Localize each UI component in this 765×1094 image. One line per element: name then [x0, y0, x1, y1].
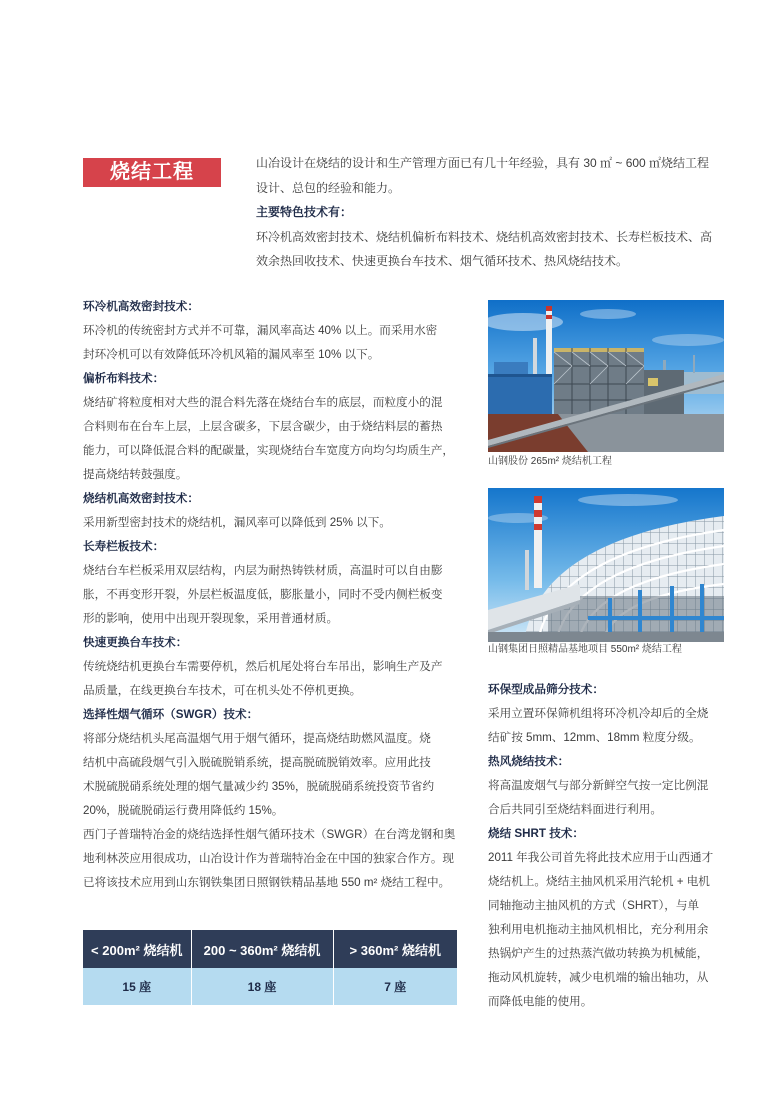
section-heading: 选择性烟气循环（SWGR）技术：	[83, 708, 259, 721]
sintering-machine-count-table	[83, 930, 457, 1005]
table-row	[83, 968, 457, 1005]
body-text-line: 将高温废烟气与部分新鲜空气按一定比例混	[488, 779, 709, 792]
body-text-line: 结矿按 5mm、12mm、18mm 粒度分级。	[488, 731, 701, 744]
body-text-line: 环冷机的传统密封方式并不可靠，漏风率高达 40% 以上。而采用水密	[83, 324, 438, 337]
body-text-line: 能力，可以降低混合料的配碳量，实现烧结台车宽度方向均匀均质生产，	[83, 444, 455, 457]
body-text-line: 术脱硫脱硝系统处理的烟气量减少约 35%，脱硫脱硝系统投资节省约	[83, 780, 435, 793]
feature-list-line: 效余热回收技术、快速更换台车技术、烟气循环技术、热风烧结技术。	[256, 254, 629, 268]
body-text-line: 形的影响，使用中出现开裂现象，采用普通材质。	[83, 612, 339, 625]
feature-list-line: 环冷机高效密封技术、烧结机偏析布料技术、烧结机高效密封技术、长寿栏板技术、高	[256, 229, 713, 244]
intro-text-line: 设计、总包的经验和能力。	[256, 180, 401, 195]
body-text-line: 拖动风机旋转，减少电机端的输出轴功，从	[488, 971, 709, 984]
body-text-line: 西门子普瑞特冶金的烧结选择性烟气循环技术（SWGR）在台湾龙钢和奥	[83, 828, 456, 841]
body-text-line: 同轴拖动主抽风机的方式（SHRT），与单	[488, 899, 700, 912]
body-text-line: 热锅炉产生的过热蒸汽做功转换为机械能，	[488, 947, 709, 960]
intro-text-line: 山冶设计在烧结的设计和生产管理方面已有几十年经验，具有 30 ㎡ ~ 600 ㎡烧结工程	[256, 156, 710, 170]
sintering-plant-photo-2	[488, 488, 724, 642]
feature-heading: 主要特色技术有：	[256, 205, 353, 219]
body-text-line: 合料则布在台车上层，上层含碳多，下层含碳少，由于烧结料层的蓄热	[83, 420, 443, 433]
section-heading: 快速更换台车技术：	[83, 636, 188, 649]
body-text-line: 采用立置环保筛机组将环冷机冷却后的全烧	[488, 707, 709, 720]
tech-section	[83, 295, 459, 367]
body-text-line: 品质量，在线更换台车技术，可在机头处不停机更换。	[83, 684, 362, 697]
body-text-line: 地利林茨应用很成功，山冶设计作为普瑞特冶金在中国的独家合作方。现	[83, 852, 455, 865]
body-text-line: 独利用电机拖动主抽风机相比，充分利用余	[488, 923, 709, 936]
photo-caption: 山钢股份 265m² 烧结机工程	[488, 456, 612, 467]
body-text-line: 传统烧结机更换台车需要停机，然后机尾处将台车吊出，影响生产及产	[83, 660, 443, 673]
tech-section	[488, 822, 728, 1014]
section-heading: 环冷机高效密封技术：	[83, 300, 199, 313]
right-text-column	[488, 678, 728, 1014]
body-text-line: 合后共同引至烧结料面进行利用。	[488, 803, 662, 816]
table-header-row	[83, 930, 457, 968]
body-text-line: 烧结台车栏板采用双层结构，内层为耐热铸铁材质，高温时可以自由膨	[83, 564, 443, 577]
sintering-plant-photo-1	[488, 300, 724, 452]
body-text-line: 2011 年我公司首先将此技术应用于山西通才	[488, 851, 714, 864]
body-text-line: 而降低电能的使用。	[488, 995, 593, 1008]
section-heading: 偏析布料技术：	[83, 372, 165, 385]
table-cell: 18 座	[191, 968, 333, 1005]
body-text-line: 烧结机上。烧结主抽风机采用汽轮机 + 电机	[488, 875, 710, 888]
tech-section	[83, 703, 459, 823]
tech-section	[83, 631, 459, 703]
body-text-line: 结机中高硫段烟气引入脱硫脱销系统，提高脱硫脱销效率。应用此技	[83, 756, 431, 769]
section-heading: 环保型成品筛分技术：	[488, 683, 604, 696]
section-heading: 热风烧结技术：	[488, 755, 570, 768]
table-cell: 7 座	[333, 968, 457, 1005]
section-heading: 长寿栏板技术：	[83, 540, 165, 553]
left-text-column	[83, 295, 459, 895]
section-title-badge: 烧结工程	[83, 158, 221, 187]
tech-section	[83, 487, 459, 535]
section-heading: 烧结机高效密封技术：	[83, 492, 199, 505]
body-text-line: 将部分烧结机头尾高温烟气用于烟气循环，提高烧结助燃风温度。烧	[83, 732, 431, 745]
section-heading: 烧结 SHRT 技术：	[488, 827, 584, 840]
body-text-line: 烧结矿将粒度相对大些的混合料先落在烧结台车的底层，而粒度小的混	[83, 396, 443, 409]
tech-section	[83, 367, 459, 487]
table-header-cell: > 360m² 烧结机	[333, 930, 457, 968]
tech-section	[83, 823, 459, 895]
table-cell: 15 座	[83, 968, 191, 1005]
body-text-line: 胀，不再变形开裂，外层栏板温度低，膨胀量小，同时不受内侧栏板变	[83, 588, 443, 601]
photo-caption: 山钢集团日照精品基地项目 550m² 烧结工程	[488, 644, 682, 655]
body-text-line: 20%，脱硫脱硝运行费用降低约 15%。	[83, 804, 284, 817]
body-text-line: 采用新型密封技术的烧结机，漏风率可以降低到 25% 以下。	[83, 516, 391, 529]
intro-block	[256, 151, 726, 274]
table-header-cell: < 200m² 烧结机	[83, 930, 191, 968]
table-header-cell: 200 ~ 360m² 烧结机	[191, 930, 333, 968]
tech-section	[488, 750, 728, 822]
body-text-line: 封环冷机可以有效降低环冷机风箱的漏风率至 10% 以下。	[83, 348, 380, 361]
body-text-line: 已将该技术应用到山东钢铁集团日照钢铁精品基地 550 m² 烧结工程中。	[83, 876, 451, 889]
body-text-line: 提高烧结转鼓强度。	[83, 468, 188, 481]
tech-section	[488, 678, 728, 750]
tech-section	[83, 535, 459, 631]
